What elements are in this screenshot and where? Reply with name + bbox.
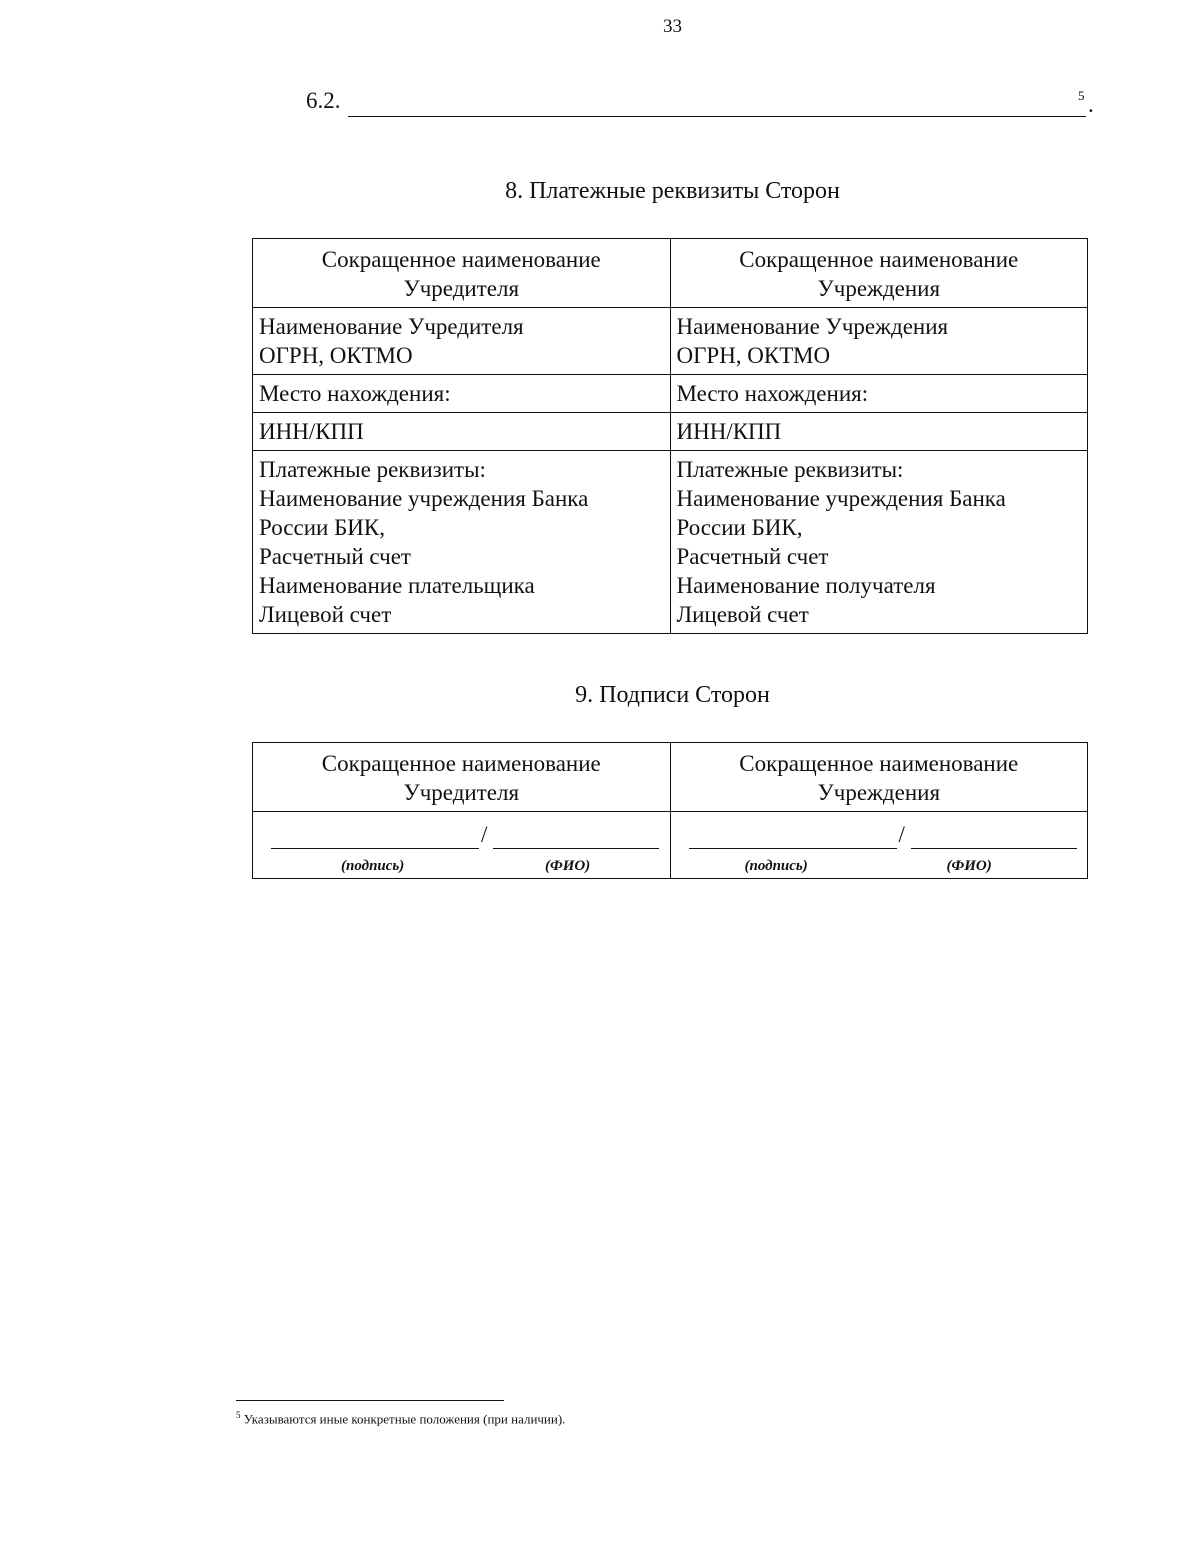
footnote-mark: 5 <box>236 1410 241 1420</box>
founder-signature-cell <box>253 812 671 879</box>
cell-line: Место нахождения: <box>259 381 451 406</box>
founder-inn-cell <box>253 413 671 451</box>
header-line: Учреждения <box>817 276 941 301</box>
cell-line: Наименование учреждения Банка <box>259 486 589 511</box>
header-line: Сокращенное наименование <box>321 247 601 272</box>
signatures-table <box>252 742 1088 879</box>
clause-6-2 <box>306 84 1096 124</box>
name-line <box>493 848 659 849</box>
signature-caption: (подпись) <box>341 858 405 874</box>
institution-signature-cell <box>670 812 1088 879</box>
name-line <box>911 848 1077 849</box>
cell-line: Место нахождения: <box>676 381 869 406</box>
cell-line: Расчетный счет <box>259 544 411 569</box>
cell-line: ОГРН, ОКТМО <box>259 343 413 368</box>
table-row <box>253 451 1088 634</box>
page-number: 33 <box>663 16 682 37</box>
institution-bank-cell <box>670 451 1088 634</box>
cell-line: Наименование Учредителя <box>259 314 524 339</box>
header-institution <box>670 743 1088 812</box>
footnote-text: Указываются иные конкретные положения (при наличии). <box>243 1411 566 1427</box>
clause-footnote-mark: 5 <box>1078 88 1085 103</box>
clause-number: 6.2. <box>306 88 341 113</box>
name-caption: (ФИО) <box>545 858 591 874</box>
cell-line: России БИК, <box>676 515 803 540</box>
clause-blank-line <box>348 116 1086 117</box>
signature-slash: / <box>481 822 488 847</box>
table-header-row <box>253 743 1088 812</box>
table-row <box>253 375 1088 413</box>
payment-details-table <box>252 238 1088 634</box>
table-header-row <box>253 239 1088 308</box>
cell-line: Лицевой счет <box>259 602 392 627</box>
cell-line: Наименование учреждения Банка <box>676 486 1006 511</box>
header-founder <box>253 743 671 812</box>
cell-line: Наименование Учреждения <box>676 314 949 339</box>
name-caption: (ФИО) <box>946 858 992 874</box>
header-founder <box>253 239 671 308</box>
signature-line <box>271 848 479 849</box>
header-line: Учредителя <box>403 276 520 301</box>
founder-address-cell <box>253 375 671 413</box>
footnote <box>236 1410 565 1427</box>
table-row <box>253 413 1088 451</box>
cell-line: ОГРН, ОКТМО <box>676 343 831 368</box>
header-line: Сокращенное наименование <box>739 247 1019 272</box>
footnote-separator <box>236 1400 504 1401</box>
header-line: Сокращенное наименование <box>321 751 601 776</box>
founder-bank-cell <box>253 451 671 634</box>
cell-line: Лицевой счет <box>676 602 809 627</box>
clause-end-dot: . <box>1088 92 1094 117</box>
section-8-title: 8. Платежные реквизиты Сторон <box>505 178 840 204</box>
cell-line: России БИК, <box>259 515 385 540</box>
cell-line: ИНН/КПП <box>676 419 782 444</box>
header-institution <box>670 239 1088 308</box>
table-row <box>253 308 1088 375</box>
header-line: Учредителя <box>403 780 520 805</box>
cell-line: Наименование плательщика <box>259 573 535 598</box>
institution-inn-cell <box>670 413 1088 451</box>
signature-slash: / <box>898 822 905 847</box>
header-line: Сокращенное наименование <box>739 751 1019 776</box>
cell-line: ИНН/КПП <box>259 419 364 444</box>
signature-line <box>689 848 897 849</box>
cell-line: Расчетный счет <box>676 544 829 569</box>
header-line: Учреждения <box>817 780 941 805</box>
institution-name-cell <box>670 308 1088 375</box>
founder-name-cell <box>253 308 671 375</box>
signature-caption: (подпись) <box>744 858 808 874</box>
cell-line: Наименование получателя <box>676 573 936 598</box>
cell-line: Платежные реквизиты: <box>676 457 904 482</box>
section-9-title: 9. Подписи Сторон <box>575 682 770 708</box>
signature-row <box>253 812 1088 879</box>
institution-address-cell <box>670 375 1088 413</box>
cell-line: Платежные реквизиты: <box>259 457 486 482</box>
